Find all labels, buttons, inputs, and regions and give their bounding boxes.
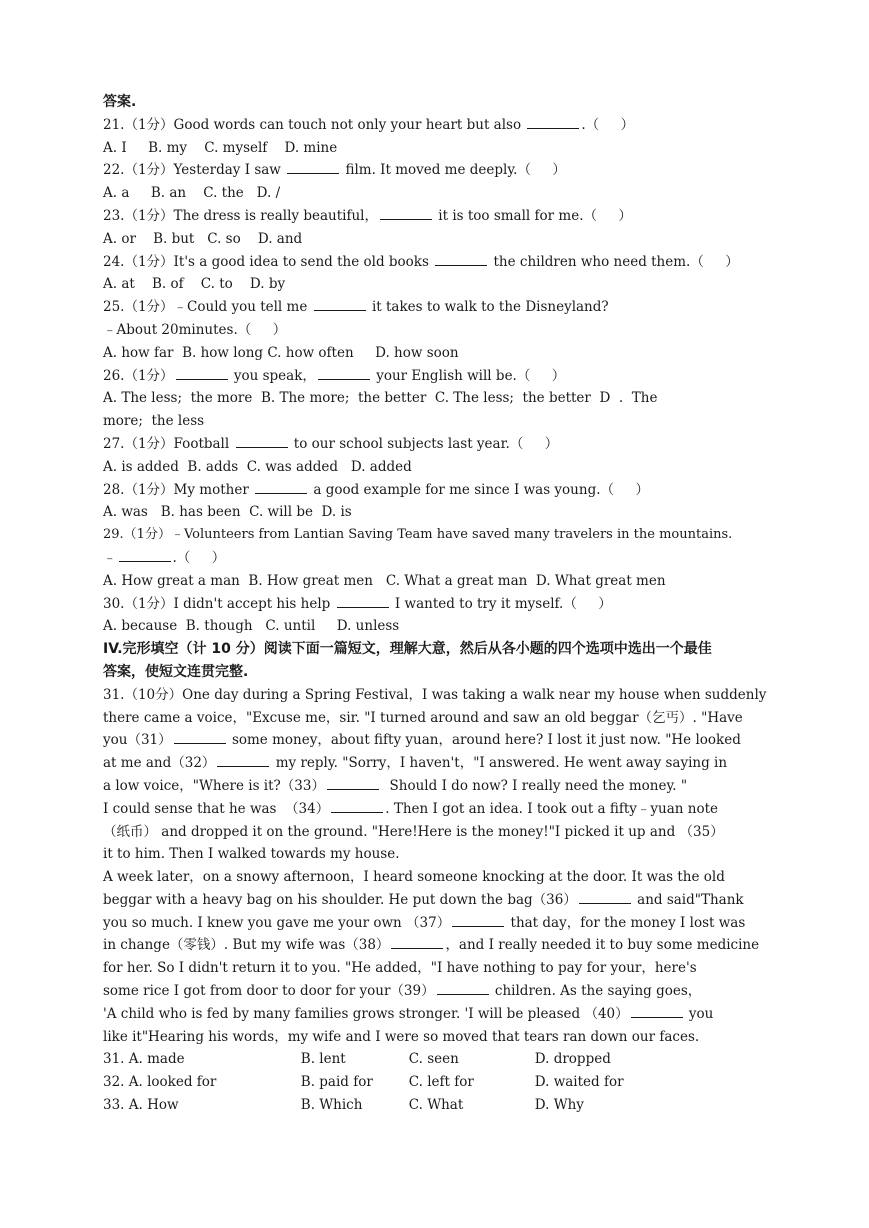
answer-blank [337,593,389,608]
section-heading: IV.完形填空（计 10 分）阅读下面一篇短文，理解大意，然后从各小题的四个选项中选出一个最佳 [103,641,712,658]
options-28: A. was B. has been C. will be D. is [103,504,352,521]
options-29: A. How great a man B. How great men C. What a great man D. What great men [103,572,666,589]
question-24: 24.（1分）It's a good idea to send the old books the children who need them.（ ） [103,251,767,274]
answer-blank [527,114,579,129]
question-21: 21.（1分）Good words can touch not only your heart but also .（ ） [103,114,767,137]
document-page [103,91,767,1117]
passage-line: you so much. I knew you gave me your own （37） that day，for the money I lost was [103,912,767,935]
options-26-cont: more; the less [103,413,205,430]
options-24: A. at B. of C. to D. by [103,276,286,293]
passage-line: like it"Hearing his words，my wife and I were so moved that tears ran down our faces. [103,1028,700,1045]
passage-line: for her. So I didn't return it to you. "He added，"I have nothing to pay for your，here's [103,960,697,977]
answer-blank [380,205,432,220]
question-25: 25.（1分）﹣Could you tell me it takes to walk to the Disneyland? [103,296,767,319]
options-21: A. I B. my C. myself D. mine [103,139,338,156]
options-25: A. how far B. how long C. how often D. how soon [103,344,459,361]
answer-blank [236,433,288,448]
answer-blank [119,547,171,562]
passage-line: you（31） some money，about fifty yuan，around here? I lost it just now. "He looked [103,729,767,752]
answer-blank [318,365,370,380]
question-29-reply: ﹣ .（ ） [103,547,767,570]
cloze-blank-38 [391,934,443,949]
options-30: A. because B. though C. until D. unless [103,618,400,635]
passage-line: in change（零钱）. But my wife was（38） ，and I really needed it to buy some medicine [103,934,767,957]
options-22: A. a B. an C. the D. / [103,185,281,202]
question-30: 30.（1分）I didn't accept his help I wanted to try it myself.（ ） [103,593,767,616]
options-26: A. The less; the more B. The more; the better C. The less; the better D . The [103,390,658,407]
passage-line: I could sense that he was （34） . Then I got an idea. I took out a fifty﹣yuan note [103,798,767,821]
question-23: 23.（1分）The dress is really beautiful， it is too small for me.（ ） [103,205,767,228]
cloze-blank-36 [579,889,631,904]
cloze-blank-37 [452,912,504,927]
cloze-blank-32 [217,752,269,767]
question-22: 22.（1分）Yesterday I saw film. It moved me deeply.（ ） [103,159,767,182]
question-26: 26.（1分） you speak， your English will be.（ ） [103,365,767,388]
question-27: 27.（1分）Football to our school subjects last year.（ ） [103,433,767,456]
passage-line: it to him. Then I walked towards my house. [103,846,400,863]
passage-line: （纸币） and dropped it on the ground. "Here!Here is the money!"I picked it up and （35） [103,823,724,840]
answer-blank [255,479,307,494]
answer-blank [176,365,228,380]
answer-options-32: 32. A. looked for B. paid for C. left for D. waited for [103,1074,624,1091]
answer-options-31: 31. A. made B. lent C. seen D. dropped [103,1051,611,1068]
passage-line: some rice I got from door to door for your（39） children. As the saying goes， [103,980,767,1003]
passage-line: at me and（32） my reply. "Sorry，I haven't，"I answered. He went away saying in [103,752,767,775]
question-25-reply: ﹣About 20minutes.（ ） [103,321,287,338]
cloze-blank-34 [331,798,383,813]
answer-options-33: 33. A. How B. Which C. What D. Why [103,1097,584,1114]
answer-heading: 答案. [103,94,137,110]
passage-line: 31.（10分）One day during a Spring Festival，I was taking a walk near my house when suddenly [103,686,767,703]
cloze-blank-33 [327,775,379,790]
answer-blank [435,251,487,266]
options-27: A. is added B. adds C. was added D. added [103,458,412,475]
passage-line: beggar with a heavy bag on his shoulder. He put down the bag（36） and said"Thank [103,889,767,912]
answer-blank [314,296,366,311]
options-23: A. or B. but C. so D. and [103,230,303,247]
cloze-blank-31 [174,729,226,744]
cloze-blank-39 [437,980,489,995]
passage-line: 'A child who is fed by many families grows stronger. 'I will be pleased （40） you [103,1003,767,1026]
section-heading-cont: 答案，使短文连贯完整. [103,663,249,680]
question-28: 28.（1分）My mother a good example for me since I was young.（ ） [103,479,767,502]
passage-line: there came a voice，"Excuse me，sir. "I turned around and saw an old beggar（乞丐）. "Have [103,709,743,726]
question-29: 29.（1分）﹣Volunteers from Lantian Saving Team have saved many travelers in the mountains. [103,527,733,543]
passage-line: a low voice，"Where is it?（33） Should I do now? I really need the money. " [103,775,767,798]
cloze-blank-40 [631,1003,683,1018]
answer-blank [287,159,339,174]
passage-line: A week later，on a snowy afternoon，I heard someone knocking at the door. It was the old [103,869,725,886]
